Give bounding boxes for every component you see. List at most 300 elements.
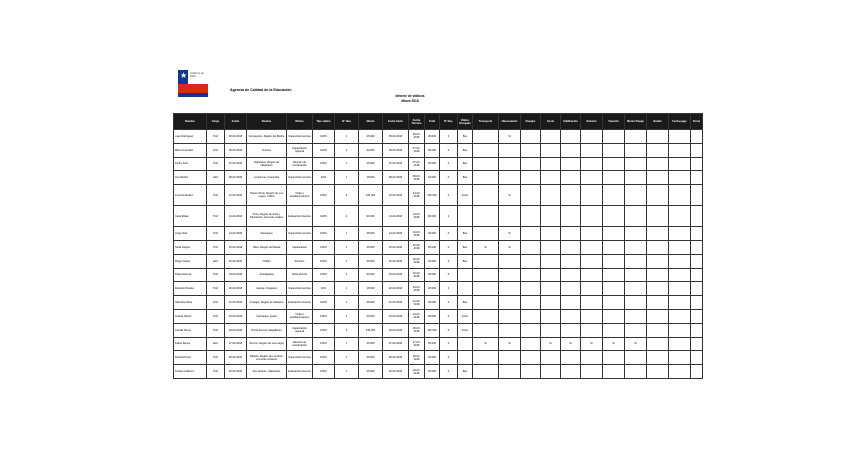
table-cell: 100%	[313, 309, 335, 323]
table-cell: Coyhaique, Aysén	[247, 309, 287, 323]
table-row	[174, 206, 703, 227]
table-cell	[669, 240, 691, 254]
table-cell	[603, 157, 625, 171]
table-cell	[521, 309, 541, 323]
table-cell: Punta Arenas, Magallanes	[247, 323, 287, 337]
table-cell: 135.000	[425, 323, 440, 337]
table-cell	[541, 130, 561, 144]
table-cell: Prof	[207, 268, 225, 282]
table-cell	[458, 206, 473, 227]
table-cell: 22-03-2018	[383, 309, 409, 323]
table-cell: 3	[335, 323, 359, 337]
report-title: Informe de viáticos	[395, 94, 425, 98]
table-row	[174, 309, 703, 323]
table-cell: 07-03-2018	[409, 143, 425, 157]
table-cell	[473, 268, 499, 282]
table-cell: 08-03-2018	[225, 171, 247, 185]
table-cell	[581, 157, 603, 171]
logo-text: Gobierno de Chile	[190, 72, 204, 78]
table-cell: Visita a establecimientos	[287, 185, 313, 206]
table-cell	[669, 282, 691, 296]
table-cell	[669, 337, 691, 351]
table-cell	[669, 206, 691, 227]
table-cell: Copiapó, Región de Atacama	[247, 296, 287, 310]
table-cell: 28-03-2018	[409, 351, 425, 365]
table-cell: 100%	[313, 130, 335, 144]
table-cell: 0	[440, 268, 458, 282]
table-cell: 15-03-2018	[225, 240, 247, 254]
column-header: Fecha	[225, 114, 247, 130]
table-row	[174, 227, 703, 241]
table-cell	[625, 309, 647, 323]
table-cell	[647, 185, 669, 206]
table-cell: 90.000	[359, 143, 383, 157]
table-row	[174, 157, 703, 171]
table-cell	[561, 143, 581, 157]
table-cell: 45.000	[425, 365, 440, 379]
column-header: Cargo	[207, 114, 225, 130]
table-cell: Prof	[207, 143, 225, 157]
table-row	[174, 268, 703, 282]
table-cell	[561, 240, 581, 254]
column-header: Destino	[247, 114, 287, 130]
table-cell: Supervisión técnica	[287, 351, 313, 365]
table-row	[174, 351, 703, 365]
table-cell: 0	[440, 309, 458, 323]
table-cell: Osorno, Región de Los Lagos	[247, 337, 287, 351]
table-cell: Adm	[207, 171, 225, 185]
table-cell	[603, 227, 625, 241]
table-row	[174, 337, 703, 351]
table-cell: 20-03-2018	[383, 282, 409, 296]
table-cell: 14-03-2018	[409, 227, 425, 241]
table-cell: 45.000	[425, 240, 440, 254]
table-cell: Bus	[458, 171, 473, 185]
table-cell: Tomás Gutiérrez	[174, 365, 207, 379]
table-cell: Visita a establecimientos	[287, 309, 313, 323]
table-cell: 45.000	[359, 254, 383, 268]
table-cell: 45.000	[359, 130, 383, 144]
table-cell: Supervisión técnica	[287, 282, 313, 296]
table-cell	[691, 185, 703, 206]
table-cell: 90.000	[425, 143, 440, 157]
table-cell	[541, 309, 561, 323]
table-cell: 2	[335, 268, 359, 282]
table-cell	[561, 309, 581, 323]
table-cell	[625, 143, 647, 157]
table-cell: 14-03-2018	[409, 206, 425, 227]
column-header: Fecha Término	[409, 114, 425, 130]
table-cell: 0	[440, 171, 458, 185]
table-cell: 1	[335, 337, 359, 351]
table-cell: 13-03-2018	[225, 206, 247, 227]
table-cell	[561, 157, 581, 171]
table-cell: Bus	[458, 227, 473, 241]
table-cell: 100%	[313, 268, 335, 282]
column-header: Pasajes	[521, 114, 541, 130]
table-cell: 45.000	[425, 130, 440, 144]
column-header: Transporte	[473, 114, 499, 130]
table-cell: 90.000	[359, 309, 383, 323]
table-cell	[541, 240, 561, 254]
table-cell	[691, 240, 703, 254]
table-cell	[669, 296, 691, 310]
column-header: Firma	[691, 114, 703, 130]
table-cell	[499, 351, 521, 365]
table-cell: Prof	[207, 227, 225, 241]
table-cell	[521, 351, 541, 365]
table-cell: Sí	[499, 240, 521, 254]
table-cell	[669, 351, 691, 365]
table-cell: Carla Rojas	[174, 206, 207, 227]
table-cell	[521, 143, 541, 157]
table-cell	[521, 365, 541, 379]
table-cell: 40%	[313, 282, 335, 296]
table-cell: 18.000	[359, 171, 383, 185]
table-cell: 2	[335, 143, 359, 157]
table-cell: Sí	[499, 227, 521, 241]
table-cell: 21-03-2018	[383, 296, 409, 310]
table-cell: Luis Fernández	[174, 185, 207, 206]
column-header: Emisión	[581, 114, 603, 130]
table-cell	[521, 337, 541, 351]
table-cell: Ricardo Morales	[174, 282, 207, 296]
table-cell: 0	[440, 351, 458, 365]
table-cell: 20-03-2018	[409, 282, 425, 296]
star-icon: ★	[180, 71, 188, 80]
table-cell: 135.000	[359, 185, 383, 206]
table-cell	[669, 365, 691, 379]
table-cell: Evaluación docente	[287, 365, 313, 379]
table-cell	[647, 323, 669, 337]
table-cell: Sí	[473, 337, 499, 351]
table-cell: Supervisión técnica	[287, 130, 313, 144]
table-cell	[521, 240, 541, 254]
table-cell	[458, 268, 473, 282]
table-cell	[521, 323, 541, 337]
column-header: Observación	[499, 114, 521, 130]
table-cell: Bus	[458, 254, 473, 268]
table-cell	[647, 227, 669, 241]
table-cell	[499, 254, 521, 268]
table-cell: 1	[335, 130, 359, 144]
table-cell: 100%	[313, 240, 335, 254]
table-row	[174, 296, 703, 310]
table-cell	[647, 240, 669, 254]
table-cell	[541, 254, 561, 268]
table-cell: 22-03-2018	[225, 309, 247, 323]
table-cell: Adm	[207, 337, 225, 351]
table-cell	[561, 296, 581, 310]
table-cell	[561, 282, 581, 296]
table-cell: 1	[335, 227, 359, 241]
table-cell	[561, 323, 581, 337]
table-cell	[473, 282, 499, 296]
table-cell	[603, 309, 625, 323]
table-cell: 28-03-2018	[409, 323, 425, 337]
table-cell: Capacitación regional	[287, 143, 313, 157]
table-cell: Felipe Reyes	[174, 337, 207, 351]
table-cell: 14-03-2018	[409, 185, 425, 206]
table-cell	[625, 365, 647, 379]
table-cell: 45.000	[425, 227, 440, 241]
table-cell	[669, 323, 691, 337]
table-cell	[458, 337, 473, 351]
table-cell: Reunión de coordinación	[287, 337, 313, 351]
table-cell	[603, 365, 625, 379]
table-cell	[625, 185, 647, 206]
table-cell: 45.000	[359, 296, 383, 310]
table-cell	[669, 171, 691, 185]
table-cell	[521, 206, 541, 227]
table-cell: Sí	[473, 240, 499, 254]
table-cell	[691, 206, 703, 227]
column-header: Total	[425, 114, 440, 130]
table-cell: Adm	[207, 254, 225, 268]
table-row	[174, 240, 703, 254]
table-cell	[603, 130, 625, 144]
logo-red-field	[178, 84, 208, 93]
table-cell: 07-03-2018	[225, 157, 247, 171]
table-cell: Reunión de coordinación	[287, 157, 313, 171]
table-cell	[473, 351, 499, 365]
table-cell: Visita técnica	[287, 268, 313, 282]
table-cell: 45.000	[425, 254, 440, 268]
table-cell: 45.000	[359, 337, 383, 351]
table-cell	[499, 171, 521, 185]
table-cell	[561, 185, 581, 206]
table-cell: Prof	[207, 157, 225, 171]
table-cell: 08-03-2018	[383, 171, 409, 185]
table-cell: Prof	[207, 351, 225, 365]
table-cell: 0	[440, 240, 458, 254]
table-cell	[521, 227, 541, 241]
table-cell	[647, 268, 669, 282]
column-header: Viático Otorgado	[458, 114, 473, 130]
table-cell	[541, 268, 561, 282]
table-cell	[581, 240, 603, 254]
report-subtitle: Marzo 2018	[401, 99, 419, 103]
table-cell: María González	[174, 143, 207, 157]
table-cell	[499, 206, 521, 227]
table-cell: 1	[335, 240, 359, 254]
table-cell: 27-03-2018	[383, 337, 409, 351]
table-cell: Evaluación docente	[287, 206, 313, 227]
table-cell: 07-03-2018	[409, 157, 425, 171]
table-cell: 28-03-2018	[383, 351, 409, 365]
table-cell: 18.000	[425, 282, 440, 296]
table-cell: Diego Castro	[174, 254, 207, 268]
table-cell	[473, 157, 499, 171]
table-cell: 0	[440, 296, 458, 310]
table-cell: 45.000	[425, 337, 440, 351]
table-cell: Arica, Región de Arica y Parinacota, comunas rurales	[247, 206, 287, 227]
table-cell: 100%	[313, 351, 335, 365]
table-cell	[625, 323, 647, 337]
table-cell: Pedro Soto	[174, 157, 207, 171]
table-cell: 20-03-2018	[409, 268, 425, 282]
report-title-block	[380, 94, 440, 104]
table-cell	[473, 254, 499, 268]
table-cell	[691, 254, 703, 268]
table-cell: Avión	[458, 185, 473, 206]
table-cell: La Serena, Coquimbo	[247, 171, 287, 185]
table-cell	[521, 296, 541, 310]
table-cell	[499, 309, 521, 323]
table-cell	[625, 282, 647, 296]
table-cell: Juan Rodríguez	[174, 130, 207, 144]
table-cell: Prof	[207, 206, 225, 227]
table-cell: 05-03-2018	[383, 130, 409, 144]
table-cell	[499, 282, 521, 296]
table-cell: 28-03-2018	[225, 351, 247, 365]
column-header: Fecha pago	[669, 114, 691, 130]
table-cell: 100%	[313, 254, 335, 268]
table-row	[174, 323, 703, 337]
column-header: Calificación	[561, 114, 581, 130]
table-cell	[625, 130, 647, 144]
table-cell: Valparaíso, Región de Valparaíso	[247, 157, 287, 171]
table-cell: 12-03-2018	[225, 185, 247, 206]
table-cell: 100%	[313, 157, 335, 171]
table-cell: 45.000	[359, 365, 383, 379]
table-cell: 07-03-2018	[383, 157, 409, 171]
table-cell	[669, 185, 691, 206]
table-cell	[691, 143, 703, 157]
table-cell: 15-03-2018	[409, 240, 425, 254]
table-cell: 100%	[313, 143, 335, 157]
table-cell: 135.000	[425, 185, 440, 206]
table-cell: Sí	[499, 130, 521, 144]
table-cell: 45.000	[359, 227, 383, 241]
table-cell: Capacitación regional	[287, 323, 313, 337]
table-cell	[561, 130, 581, 144]
table-cell: 45.000	[359, 157, 383, 171]
table-cell	[669, 143, 691, 157]
table-cell	[603, 282, 625, 296]
table-cell: 90.000	[359, 206, 383, 227]
table-row	[174, 254, 703, 268]
table-cell	[541, 143, 561, 157]
table-cell: Supervisión técnica	[287, 227, 313, 241]
table-cell	[669, 227, 691, 241]
table-cell: Prof	[207, 185, 225, 206]
table-cell	[473, 365, 499, 379]
table-cell: Temuco	[247, 143, 287, 157]
table-cell	[647, 206, 669, 227]
table-cell	[581, 351, 603, 365]
table-cell: 08-03-2018	[409, 171, 425, 185]
table-cell	[603, 323, 625, 337]
table-cell	[647, 296, 669, 310]
table-cell	[473, 130, 499, 144]
table-cell: 18.000	[425, 171, 440, 185]
table-cell	[473, 206, 499, 227]
table-cell	[581, 185, 603, 206]
table-cell	[473, 185, 499, 206]
table-cell	[625, 351, 647, 365]
table-cell	[647, 309, 669, 323]
table-cell: 23-03-2018	[409, 309, 425, 323]
table-cell: 05-03-2018	[409, 130, 425, 144]
table-cell	[581, 254, 603, 268]
table-cell: 29-03-2018	[409, 365, 425, 379]
table-cell	[561, 227, 581, 241]
table-cell: 100%	[313, 337, 335, 351]
table-cell: 45.000	[359, 240, 383, 254]
table-cell: 19-03-2018	[383, 268, 409, 282]
table-cell: 135.000	[359, 323, 383, 337]
column-header: N° Res.	[440, 114, 458, 130]
table-cell	[603, 171, 625, 185]
table-cell	[691, 337, 703, 351]
table-cell	[581, 130, 603, 144]
table-cell	[581, 206, 603, 227]
table-cell: 2	[335, 309, 359, 323]
table-cell	[669, 309, 691, 323]
table-cell	[561, 365, 581, 379]
table-cell	[647, 171, 669, 185]
table-cell: 06-03-2018	[383, 143, 409, 157]
table-cell	[541, 227, 561, 241]
column-header: N° días	[335, 114, 359, 130]
table-cell: Andrés Núñez	[174, 309, 207, 323]
table-cell: 100%	[313, 365, 335, 379]
table-cell: 13-03-2018	[383, 206, 409, 227]
table-cell: Evaluación docente	[287, 296, 313, 310]
table-cell	[473, 171, 499, 185]
table-cell: Prof	[207, 282, 225, 296]
table-cell: 19-03-2018	[225, 268, 247, 282]
table-cell: 15-03-2018	[383, 240, 409, 254]
table-cell: Sí	[561, 337, 581, 351]
table-cell: Sí	[581, 337, 603, 351]
table-cell	[603, 206, 625, 227]
table-cell: Supervisión técnica	[287, 171, 313, 185]
table-cell: 16-03-2018	[383, 254, 409, 268]
table-cell: 29-03-2018	[383, 365, 409, 379]
table-cell	[603, 268, 625, 282]
table-cell	[625, 227, 647, 241]
table-cell	[458, 351, 473, 365]
table-cell: 3	[335, 185, 359, 206]
table-cell	[521, 157, 541, 171]
table-cell	[647, 143, 669, 157]
table-cell: 45.000	[359, 351, 383, 365]
table-cell: Camila Torres	[174, 323, 207, 337]
table-cell	[603, 296, 625, 310]
table-cell	[691, 282, 703, 296]
table-cell: 12-03-2018	[383, 185, 409, 206]
organization-name: Agencia de Calidad de la Educación	[230, 88, 292, 92]
table-cell: 0	[440, 337, 458, 351]
table-cell	[541, 323, 561, 337]
table-cell: 18.000	[359, 282, 383, 296]
table-cell	[625, 240, 647, 254]
table-cell	[458, 282, 473, 296]
table-cell: 27-03-2018	[409, 337, 425, 351]
table-cell	[561, 171, 581, 185]
table-cell: Bus	[458, 157, 473, 171]
table-cell: Daniela Pérez	[174, 351, 207, 365]
table-cell	[691, 171, 703, 185]
government-logo	[178, 70, 208, 97]
table-cell: 90.000	[359, 268, 383, 282]
table-cell	[647, 337, 669, 351]
table-cell: 0	[440, 206, 458, 227]
table-cell	[473, 309, 499, 323]
table-cell	[561, 206, 581, 227]
